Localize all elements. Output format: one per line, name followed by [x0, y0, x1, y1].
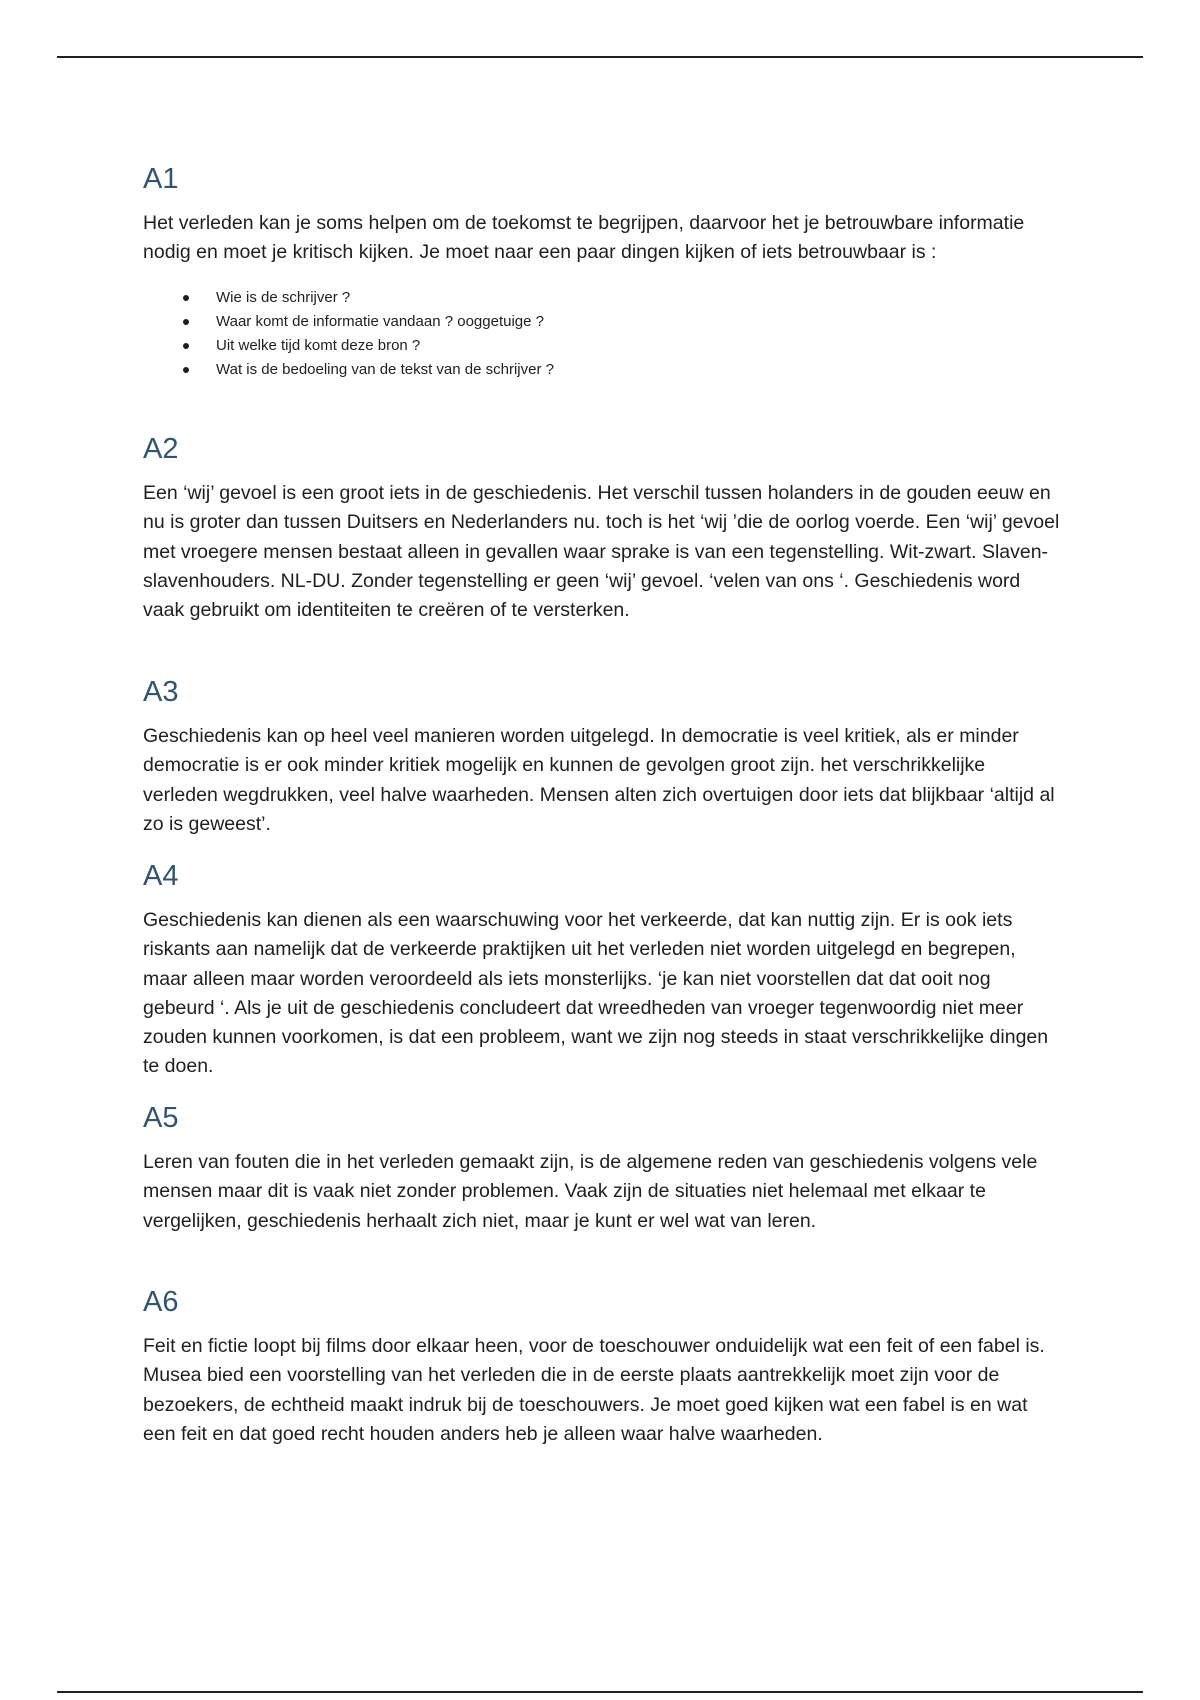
- footer-rule: [57, 1691, 1143, 1693]
- section-heading: A1: [143, 163, 179, 195]
- header-rule: [57, 56, 1143, 58]
- section-paragraph: Feit en fictie loopt bij films door elkaar heen, voor de toeschouwer onduidelijk wat een feit of een fabel is. Musea bied een voorstelling van het verleden die in de eerste plaats aantrekkelijk moet zijn voor de bezoekers, de echtheid maakt indruk bij de toeschouwers. Je moet goed kijken wat een fabel is en wat een feit en dat goed recht houden anders heb je alleen waar halve waarheden.: [143, 1335, 1045, 1445]
- document-body: [143, 160, 1063, 1483]
- section-heading: A5: [143, 1102, 179, 1134]
- list-item-text: Wat is de bedoeling van de tekst van de schrijver ?: [216, 361, 554, 379]
- list-item-text: Waar komt de informatie vandaan ? ooggetuige ?: [216, 312, 544, 330]
- reliability-checklist: [143, 286, 1063, 383]
- bullet-icon: [183, 367, 189, 373]
- bullet-icon: [183, 343, 189, 349]
- bullet-icon: [183, 319, 189, 325]
- list-item: [183, 310, 1063, 334]
- bullet-icon: [183, 295, 189, 301]
- section-a6: [143, 1283, 1063, 1483]
- list-item-text: Uit welke tijd komt deze bron ?: [216, 337, 421, 355]
- section-heading: A2: [143, 433, 179, 465]
- section-a2: [143, 430, 1063, 673]
- section-paragraph: Geschiedenis kan dienen als een waarschuwing voor het verkeerde, dat kan nuttig zijn. Er is ook iets riskants aan namelijk dat de verkeerde praktijken uit het verleden niet worden uitgelegd en begrepen, maar alleen maar worden veroordeeld als iets monsterlijks. ‘je kan niet voorstellen dat dat ooit nog gebeurd ‘. Als je uit de geschiedenis concludeert dat wreedheden van vroeger tegenwoordig niet meer zouden kunnen voorkomen, is dat een probleem, want we zijn nog steeds in staat verschrikkelijke dingen te doen.: [143, 909, 1049, 1078]
- list-item: [183, 358, 1063, 382]
- section-a3: [143, 673, 1063, 857]
- section-paragraph: Een ‘wij’ gevoel is een groot iets in de geschiedenis. Het verschil tussen holanders in de gouden eeuw en nu is groter dan tussen Duitsers en Nederlanders nu. toch is het ‘wij ’die de oorlog voerde. Een ‘wij’ gevoel met vroegere mensen bestaat alleen in gevallen waar sprake is van een tegenstelling. Wit-zwart. Slaven-slavenhouders. NL-DU. Zonder tegenstelling er geen ‘wij’ gevoel. ‘velen van ons ‘. Geschiedenis word vaak gebruikt om identiteiten te creëren of te versterken.: [143, 482, 1060, 622]
- section-paragraph: Geschiedenis kan op heel veel manieren worden uitgelegd. In democratie is veel kritiek, als er minder democratie is er ook minder kritiek mogelijk en kunnen de gevolgen groot zijn. het verschrikkelijke verleden wegdrukken, veel halve waarheden. Mensen alten zich overtuigen door iets dat blijkbaar ‘altijd al zo is geweest’.: [143, 725, 1055, 835]
- section-a5: [143, 1099, 1063, 1283]
- list-item: [183, 286, 1063, 310]
- list-item: [183, 334, 1063, 358]
- list-item-text: Wie is de schrijver ?: [216, 288, 351, 306]
- section-heading: A3: [143, 676, 179, 708]
- section-paragraph: Het verleden kan je soms helpen om de toekomst te begrijpen, daarvoor het je betrouwbare informatie nodig en moet je kritisch kijken. Je moet naar een paar dingen kijken of iets betrouwbaar is :: [143, 212, 1025, 264]
- section-heading: A4: [143, 860, 179, 892]
- section-a4: [143, 857, 1063, 1099]
- section-heading: A6: [143, 1286, 179, 1318]
- section-a1: [143, 160, 1063, 430]
- section-paragraph: Leren van fouten die in het verleden gemaakt zijn, is de algemene reden van geschiedenis volgens vele mensen maar dit is vaak niet zonder problemen. Vaak zijn de situaties niet helemaal met elkaar te vergelijken, geschiedenis herhaalt zich niet, maar je kunt er wel wat van leren.: [143, 1151, 1038, 1232]
